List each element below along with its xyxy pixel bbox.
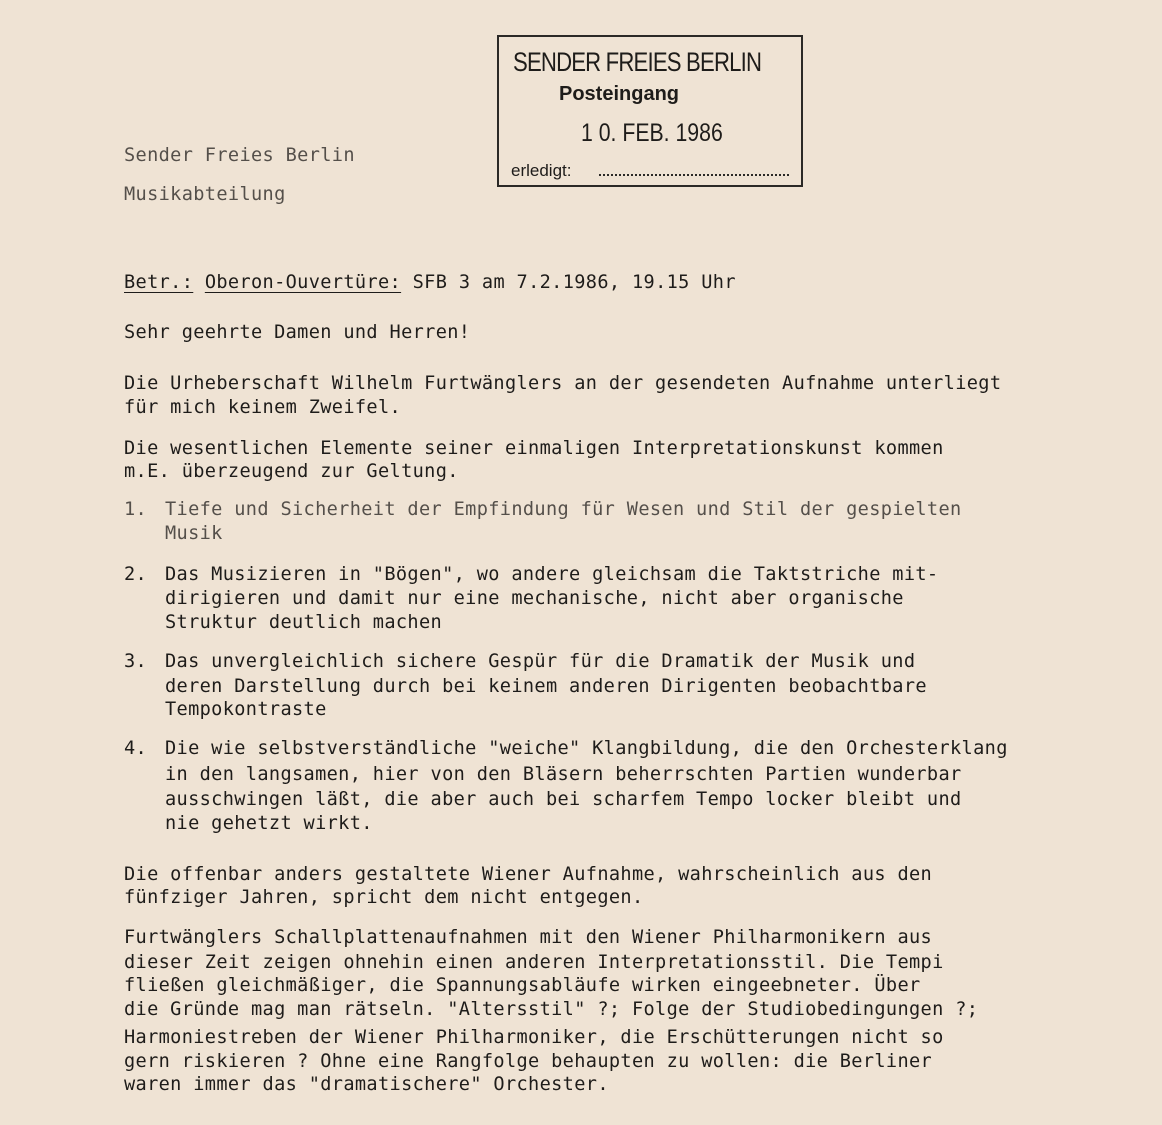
stamp-dotted-line [599, 174, 789, 176]
item-number: 4. [124, 738, 148, 759]
incoming-mail-stamp [497, 35, 803, 187]
item-line: Das unvergleichlich sichere Gespür für die Dramatik der Musik und [165, 651, 916, 672]
item-line: Tempokontraste [165, 699, 327, 720]
item-line: in den langsamen, hier von den Bläsern beherrschten Partien wunderbar [165, 764, 962, 785]
stamp-org: SENDER FREIES BERLIN [513, 47, 762, 77]
stamp-date: 1 0. FEB. 1986 [581, 119, 723, 147]
recipient-line-1: Sender Freies Berlin [124, 145, 355, 166]
stamp-label: Posteingang [559, 83, 680, 105]
para4-line: fließen gleichmäßiger, die Spannungsabläufe wirken eingeebneter. Über [124, 975, 921, 996]
para4-line: Harmoniestreben der Wiener Philharmoniker, die Erschütterungen nicht so [124, 1027, 944, 1048]
stamp-done-label: erledigt: [511, 161, 572, 180]
subject-title: Oberon-Ouvertüre: [204, 272, 402, 293]
para2-line: m.E. überzeugend zur Geltung. [124, 461, 459, 482]
recipient-line-2: Musikabteilung [124, 184, 286, 205]
para4-line: gern riskieren ? Ohne eine Rangfolge behaupten zu wollen: die Berliner [124, 1051, 933, 1072]
subject-line [124, 274, 736, 293]
para2-line: Die wesentlichen Elemente seiner einmaligen Interpretationskunst kommen [124, 438, 944, 459]
para4-line: Furtwänglers Schallplattenaufnahmen mit den Wiener Philharmonikern aus [124, 927, 933, 948]
item-line: nie gehetzt wirkt. [165, 813, 373, 834]
para4-line: dieser Zeit zeigen ohnehin einen anderen Interpretationsstil. Die Tempi [124, 952, 944, 973]
item-line: Tiefe und Sicherheit der Empfindung für Wesen und Stil der gespielten [165, 499, 962, 520]
para1-line: Die Urheberschaft Wilhelm Furtwänglers an der gesendeten Aufnahme unterliegt [124, 373, 1002, 394]
item-line: Struktur deutlich machen [165, 612, 443, 633]
item-line: dirigieren und damit nur eine mechanische, nicht aber organische [165, 588, 904, 609]
para1-line: für mich keinem Zweifel. [124, 397, 402, 418]
para4-line: die Gründe mag man rätseln. "Altersstil" ?; Folge der Studiobedingungen ?; [124, 999, 979, 1020]
para3-line: fünfziger Jahren, spricht dem nicht entgegen. [124, 887, 644, 908]
item-number: 2. [124, 564, 148, 585]
salutation: Sehr geehrte Damen und Herren! [124, 322, 471, 343]
item-number: 3. [124, 651, 148, 672]
item-number: 1. [124, 499, 148, 520]
para4-line: waren immer das "dramatischere" Orchester. [124, 1074, 609, 1095]
item-line: Das Musizieren in "Bögen", wo andere gleichsam die Taktstriche mit- [165, 564, 939, 585]
subject-rest: SFB 3 am 7.2.1986, 19.15 Uhr [412, 272, 736, 293]
subject-prefix: Betr.: [124, 272, 194, 293]
item-line: ausschwingen läßt, die aber auch bei scharfem Tempo locker bleibt und [165, 789, 962, 810]
item-line: Die wie selbstverständliche "weiche" Klangbildung, die den Orchesterklang [165, 738, 1008, 759]
item-line: deren Darstellung durch bei keinem anderen Dirigenten beobachtbare [165, 676, 927, 697]
item-line: Musik [165, 523, 223, 544]
para3-line: Die offenbar anders gestaltete Wiener Aufnahme, wahrscheinlich aus den [124, 864, 933, 885]
